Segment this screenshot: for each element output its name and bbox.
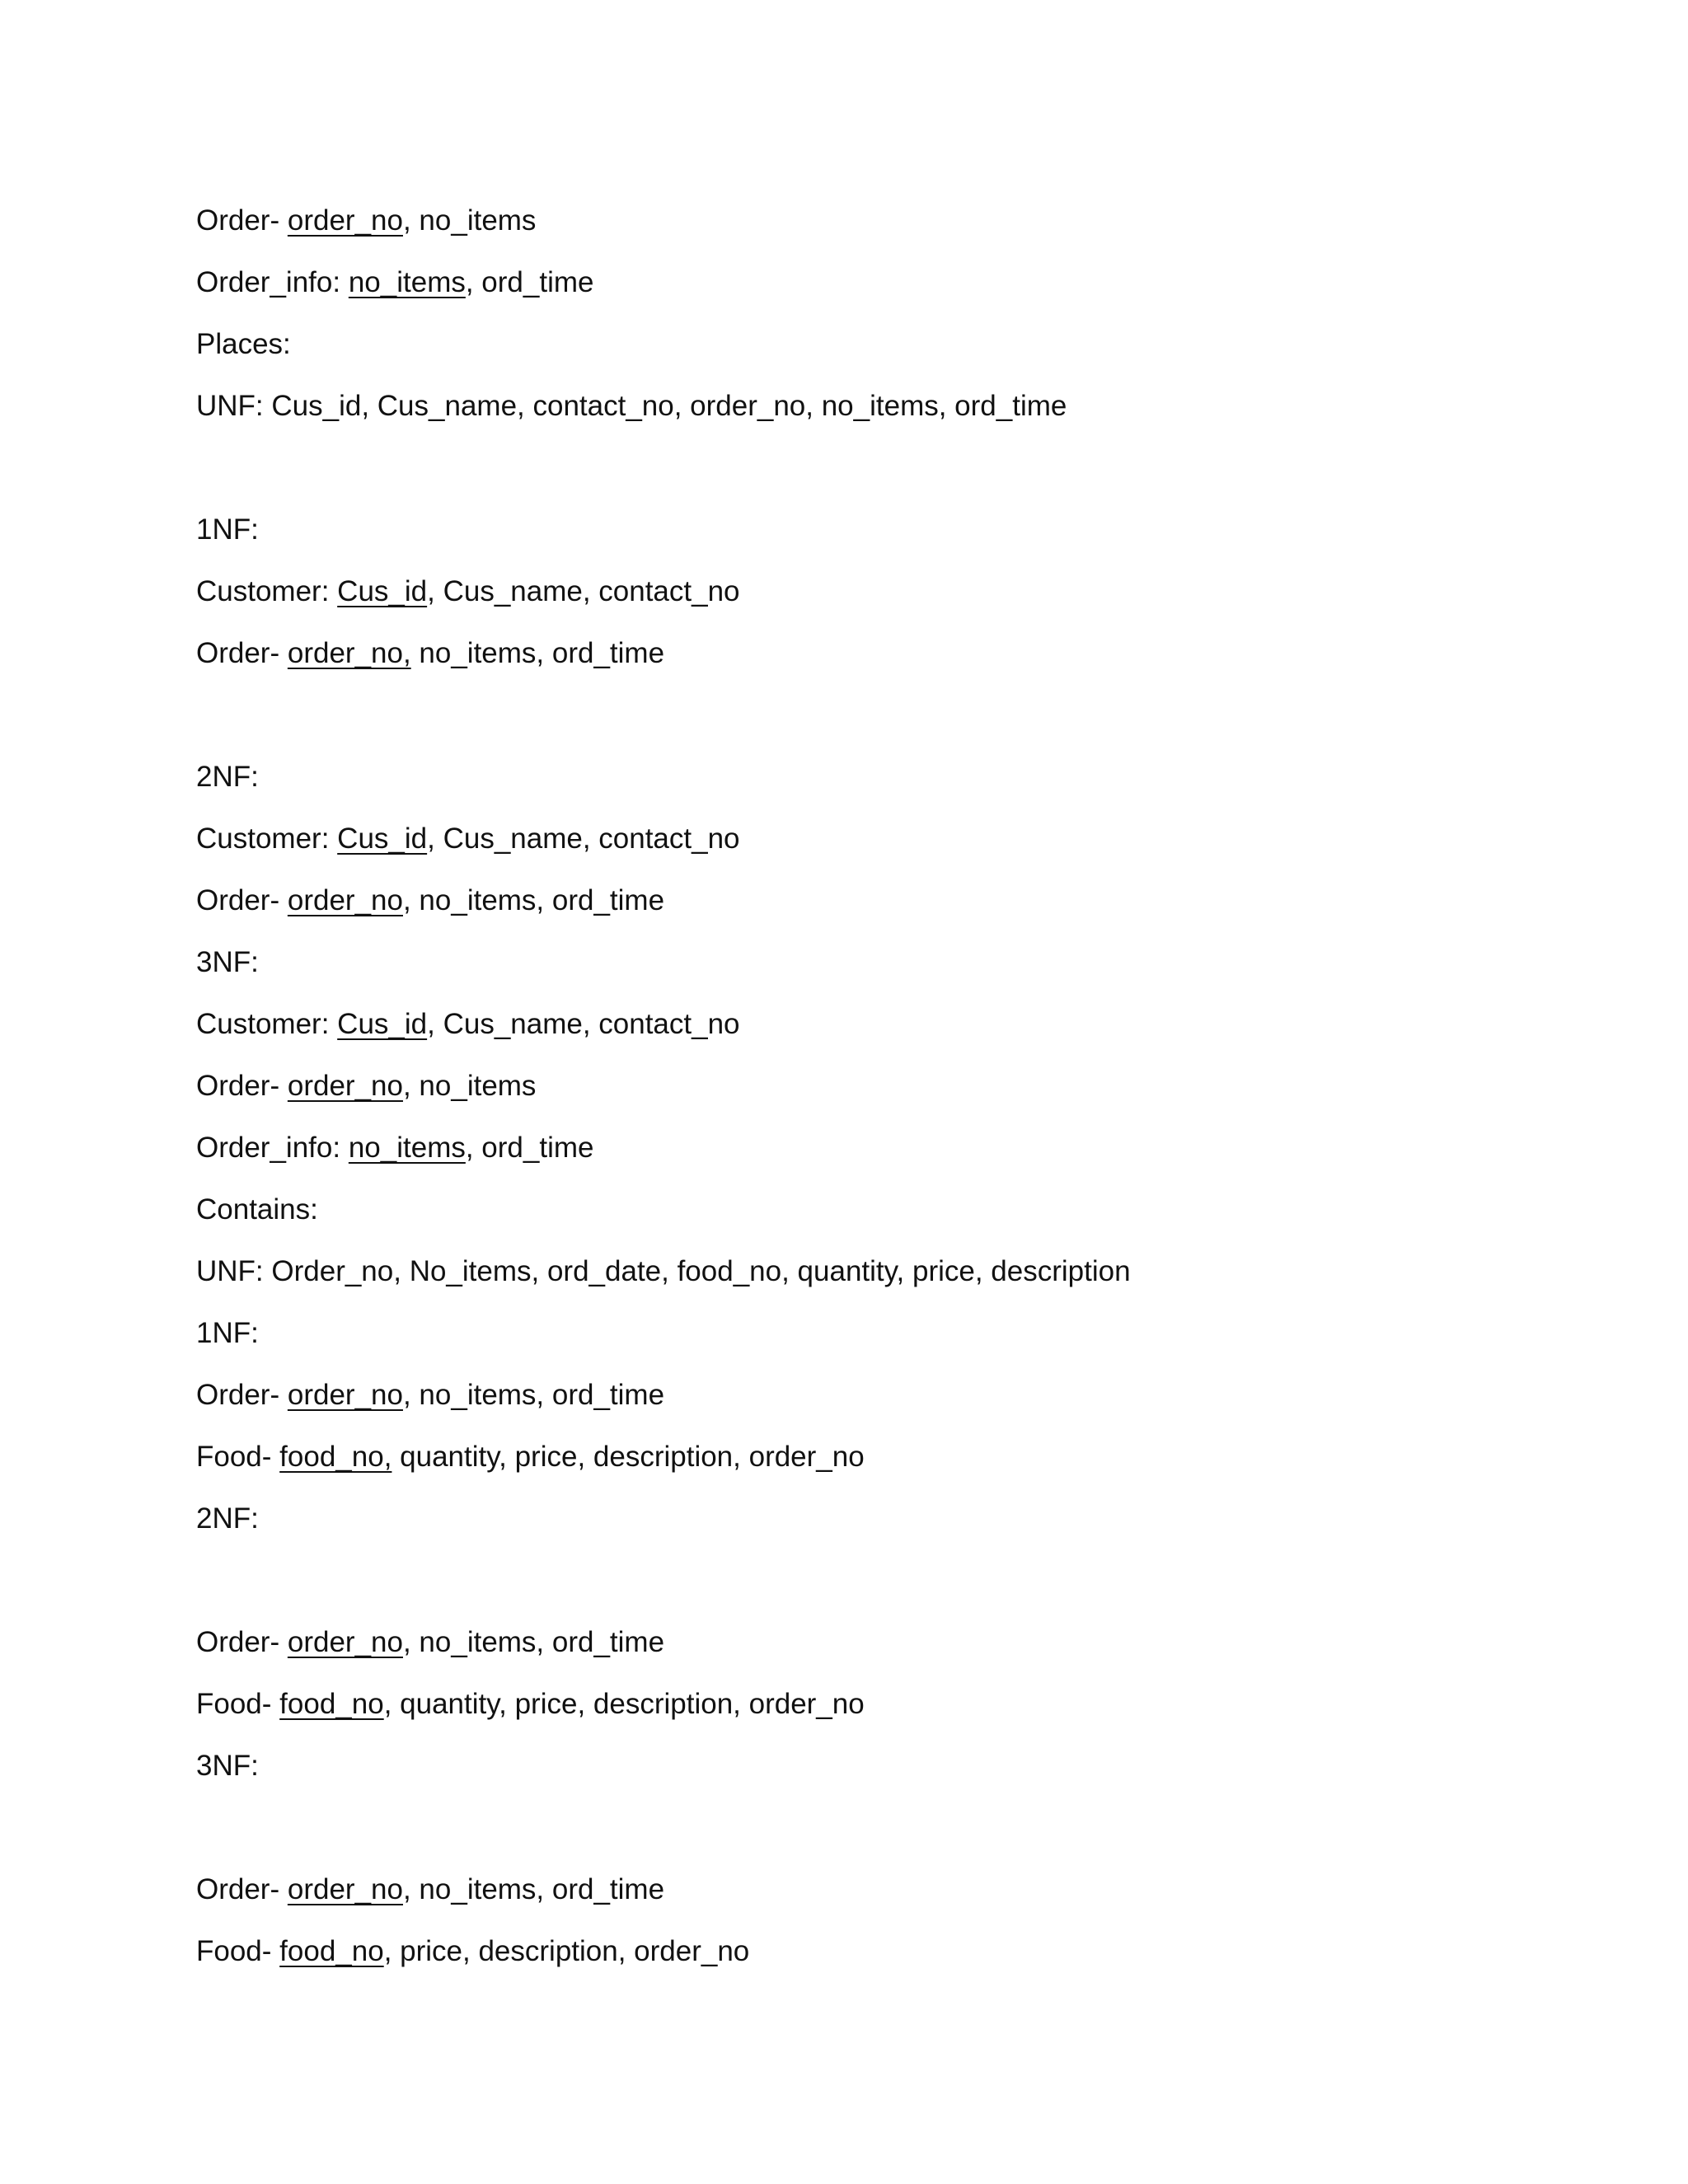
text-line bbox=[196, 1680, 865, 1729]
line-attributes: , no_items bbox=[402, 204, 537, 237]
line-attributes: , no_items, ord_time bbox=[402, 1379, 665, 1411]
line-label: Food- bbox=[196, 1688, 272, 1720]
line-label: Customer: bbox=[196, 575, 330, 607]
line-label: 3NF: bbox=[196, 1750, 259, 1782]
line-label: 3NF: bbox=[196, 946, 259, 978]
line-attributes: , Cus_name, contact_no bbox=[427, 823, 740, 855]
line-label: Food- bbox=[196, 1935, 272, 1967]
line-label: 2NF: bbox=[196, 761, 259, 793]
line-label: 2NF: bbox=[196, 1502, 259, 1535]
line-label: Order- bbox=[196, 884, 280, 916]
normal-form-heading bbox=[196, 1494, 259, 1544]
line-attributes: no_items, ord_time bbox=[410, 637, 665, 669]
text-line bbox=[196, 196, 536, 246]
line-attributes: , no_items bbox=[402, 1070, 537, 1102]
primary-key: Cus_id bbox=[337, 1008, 428, 1040]
normal-form-heading bbox=[196, 938, 259, 987]
primary-key: order_no bbox=[287, 1070, 403, 1102]
line-attributes: , no_items, ord_time bbox=[402, 1873, 665, 1905]
primary-key: order_no bbox=[287, 1379, 403, 1411]
line-label: UNF: Cus_id, Cus_name, contact_no, order_no, no_items, ord_time bbox=[196, 390, 1067, 422]
text-line bbox=[196, 876, 664, 926]
text-line bbox=[196, 814, 740, 864]
primary-key: Cus_id bbox=[337, 823, 428, 855]
line-attributes: , ord_time bbox=[465, 1132, 594, 1164]
section-heading bbox=[196, 1185, 318, 1235]
text-line bbox=[196, 629, 664, 678]
line-label: Food- bbox=[196, 1441, 272, 1473]
normal-form-heading bbox=[196, 1309, 259, 1358]
primary-key: no_items bbox=[348, 1132, 466, 1164]
primary-key: food_no bbox=[279, 1935, 384, 1967]
line-label: 1NF: bbox=[196, 513, 259, 546]
primary-key: order_no bbox=[287, 1626, 403, 1658]
line-label: Order_info: bbox=[196, 266, 341, 298]
line-label: UNF: Order_no, No_items, ord_date, food_no, quantity, price, description bbox=[196, 1255, 1131, 1287]
primary-key: Cus_id bbox=[337, 575, 428, 607]
line-label: Order- bbox=[196, 1626, 280, 1658]
text-line bbox=[196, 567, 740, 616]
line-label: Customer: bbox=[196, 823, 330, 855]
line-attributes: , ord_time bbox=[465, 266, 594, 298]
primary-key: no_items bbox=[348, 266, 466, 298]
line-label: Order- bbox=[196, 204, 280, 237]
line-attributes: , quantity, price, description, order_no bbox=[383, 1688, 865, 1720]
text-line bbox=[196, 1123, 593, 1173]
text-line bbox=[196, 1247, 1131, 1296]
text-line bbox=[196, 258, 593, 307]
text-line bbox=[196, 1432, 865, 1482]
primary-key: order_no, bbox=[287, 637, 411, 669]
section-heading bbox=[196, 320, 291, 369]
line-label: Order- bbox=[196, 1379, 280, 1411]
line-label: Order- bbox=[196, 1873, 280, 1905]
line-attributes: , no_items, ord_time bbox=[402, 884, 665, 916]
text-line bbox=[196, 1371, 664, 1420]
line-label: Places: bbox=[196, 328, 291, 360]
line-label: Order- bbox=[196, 637, 280, 669]
normal-form-heading bbox=[196, 752, 259, 802]
text-line bbox=[196, 1000, 740, 1049]
line-attributes: , price, description, order_no bbox=[383, 1935, 750, 1967]
line-attributes: , Cus_name, contact_no bbox=[427, 1008, 740, 1040]
text-line bbox=[196, 1618, 664, 1667]
line-label: Contains: bbox=[196, 1193, 318, 1226]
normal-form-heading bbox=[196, 1741, 259, 1791]
primary-key: order_no bbox=[287, 1873, 403, 1905]
line-attributes: , Cus_name, contact_no bbox=[427, 575, 740, 607]
line-label: Order- bbox=[196, 1070, 280, 1102]
line-label: 1NF: bbox=[196, 1317, 259, 1349]
primary-key: order_no bbox=[287, 204, 403, 237]
normal-form-heading bbox=[196, 505, 259, 555]
line-label: Order_info: bbox=[196, 1132, 341, 1164]
text-line bbox=[196, 1865, 664, 1915]
primary-key: food_no bbox=[279, 1688, 384, 1720]
line-attributes: quantity, price, description, order_no bbox=[392, 1441, 865, 1473]
text-line bbox=[196, 1062, 536, 1111]
primary-key: order_no bbox=[287, 884, 403, 916]
text-line bbox=[196, 382, 1067, 431]
primary-key: food_no, bbox=[279, 1441, 392, 1473]
text-line bbox=[196, 1927, 749, 1976]
line-label: Customer: bbox=[196, 1008, 330, 1040]
line-attributes: , no_items, ord_time bbox=[402, 1626, 665, 1658]
